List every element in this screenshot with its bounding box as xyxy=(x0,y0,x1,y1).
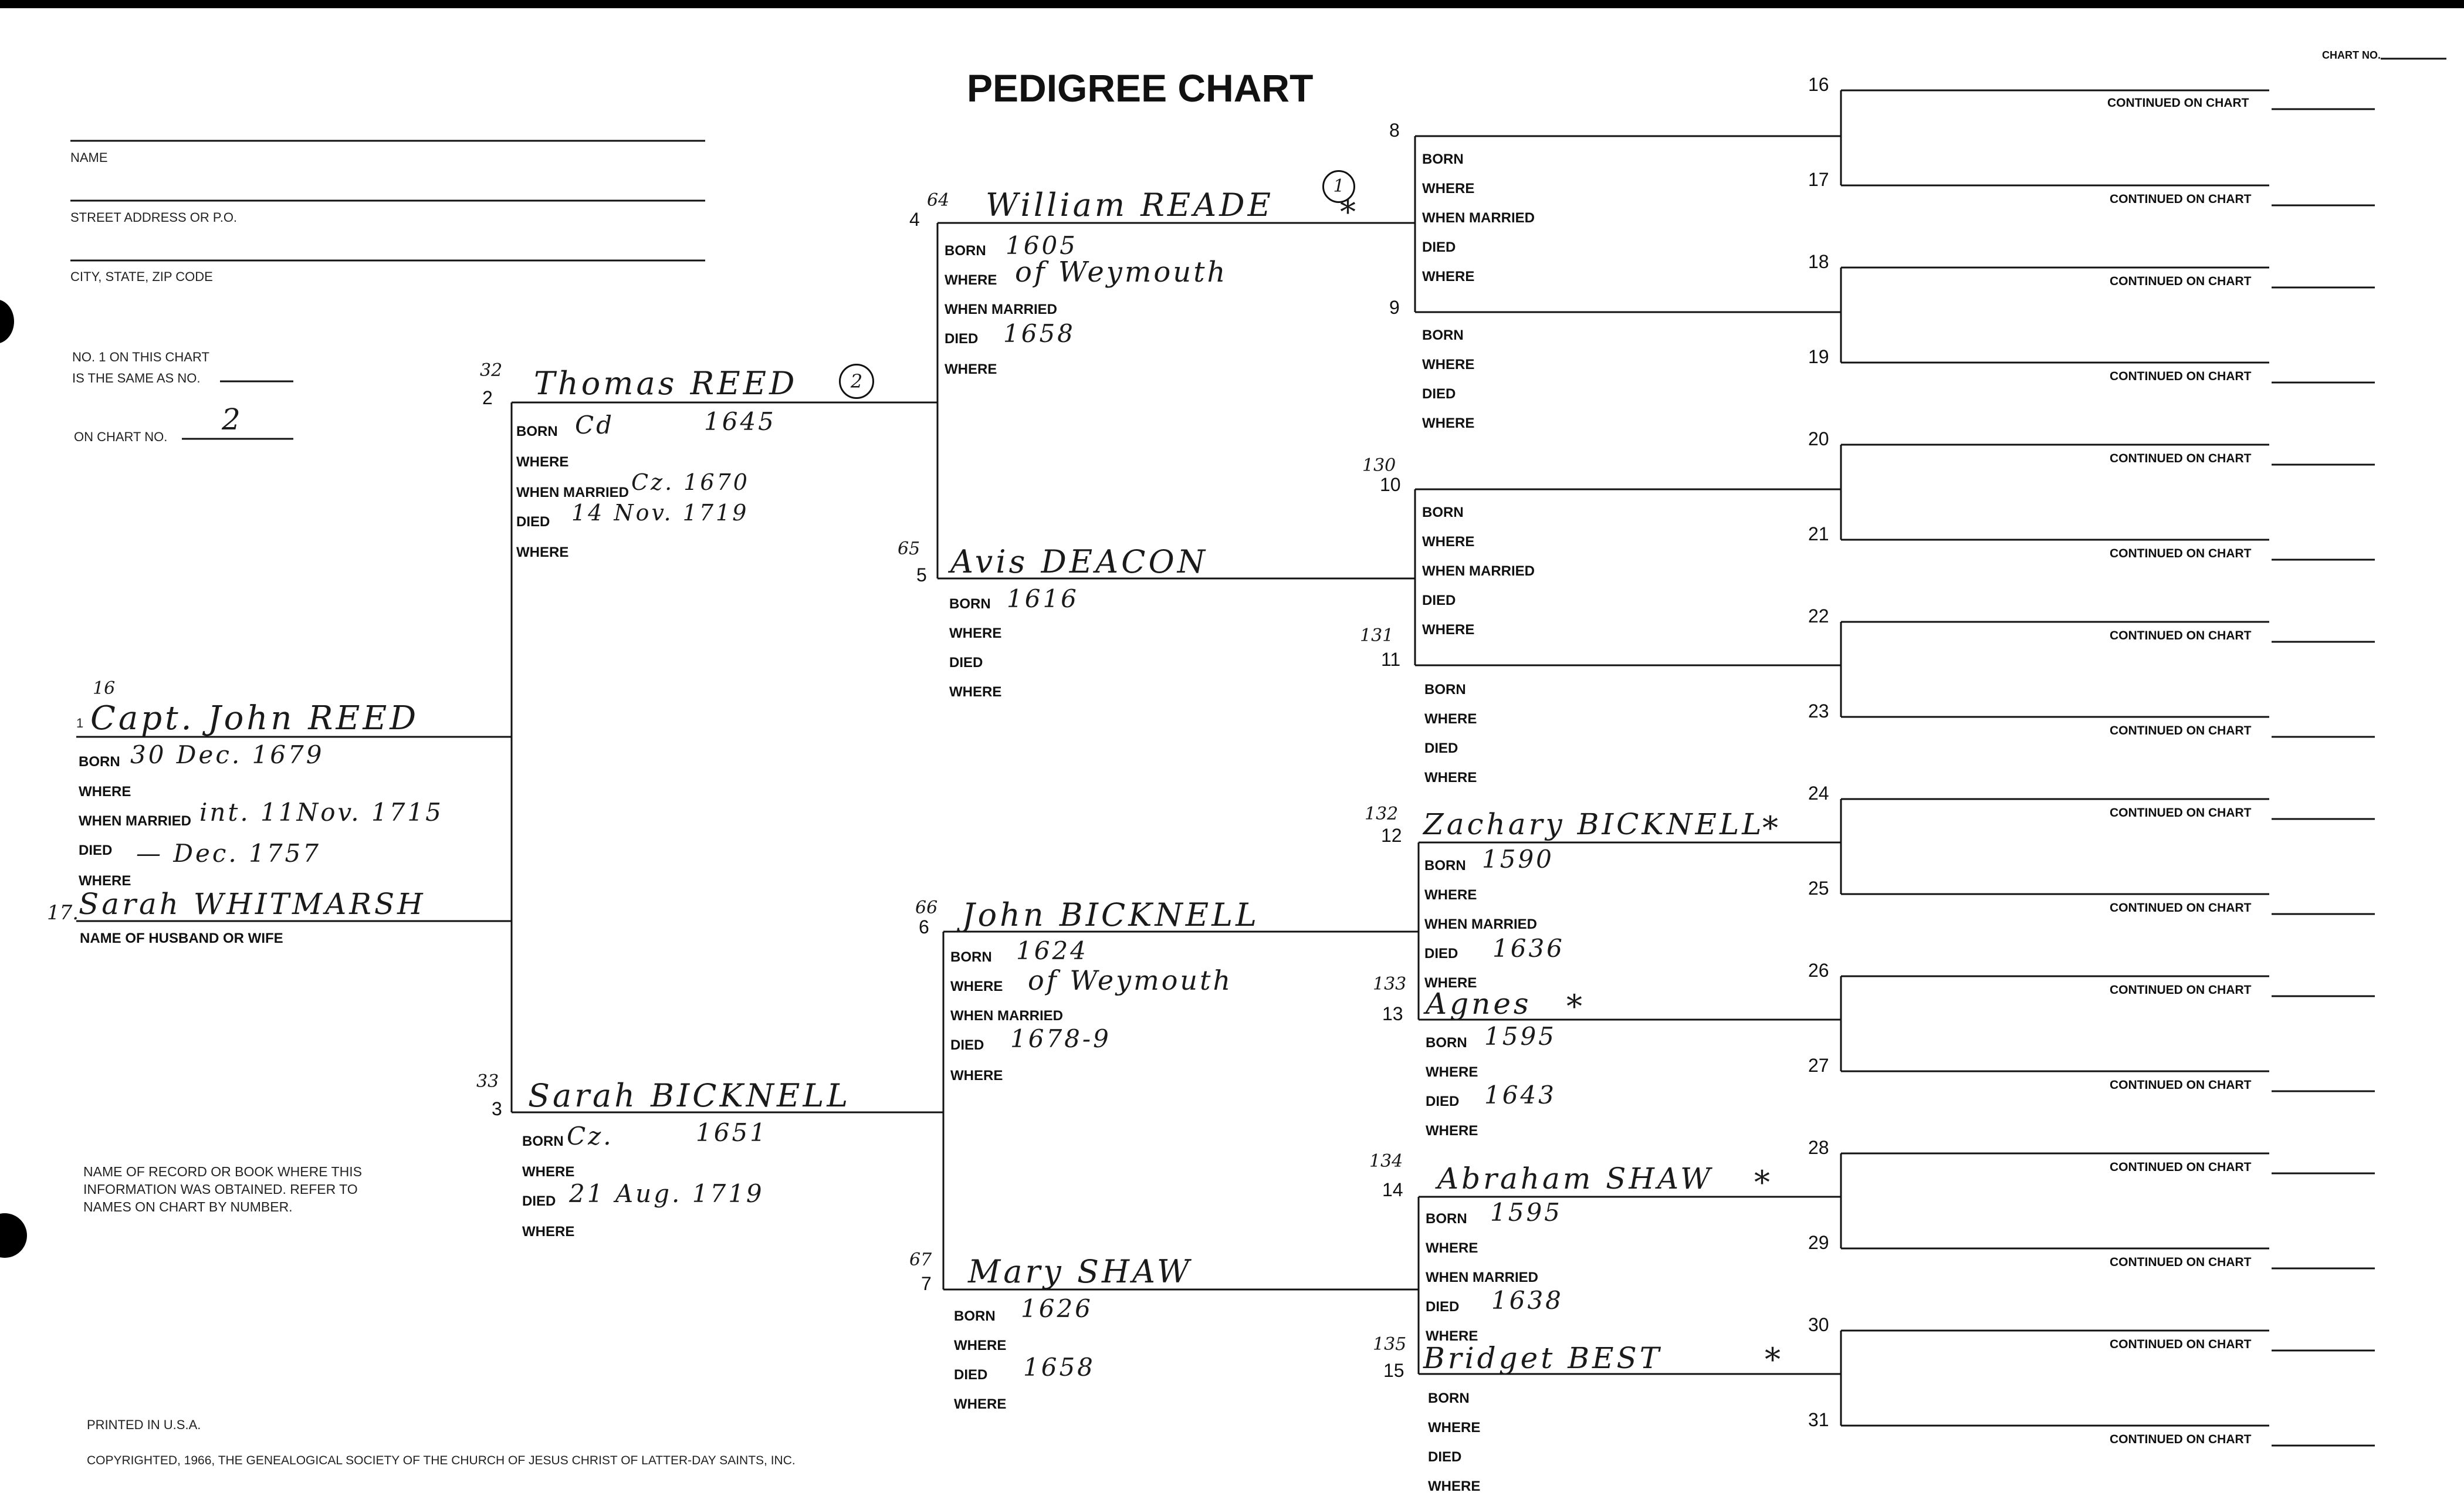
p6-ref: 66 xyxy=(915,898,938,918)
p4-died-label: DIED xyxy=(945,331,979,347)
p15-ref: 135 xyxy=(1373,1334,1407,1355)
p13-born-label: BORN xyxy=(1426,1035,1467,1051)
p9-died-label: DIED xyxy=(1422,386,1456,402)
p1-where-label: WHERE xyxy=(79,784,131,800)
p2-born-place: Cd xyxy=(575,411,615,439)
p1-died: — Dec. 1757 xyxy=(136,839,321,868)
page-title: PEDIGREE CHART xyxy=(967,66,1314,110)
p3-died: 21 Aug. 1719 xyxy=(569,1179,764,1208)
printed-label: PRINTED IN U.S.A. xyxy=(87,1417,201,1432)
p10-died-label: DIED xyxy=(1422,593,1456,608)
p14-number: 14 xyxy=(1382,1179,1403,1200)
p10-where2-label: WHERE xyxy=(1422,622,1475,638)
p3-name: Sarah BICKNELL xyxy=(528,1077,851,1114)
p5-born-label: BORN xyxy=(949,596,991,612)
continued-label-19: CONTINUED ON CHART xyxy=(2110,370,2252,383)
p8-where-label: WHERE xyxy=(1422,181,1475,197)
continued-label-26: CONTINUED ON CHART xyxy=(2110,983,2252,997)
p7-where-label: WHERE xyxy=(954,1338,1007,1353)
p13-died-label: DIED xyxy=(1426,1094,1460,1109)
p14-ref: 134 xyxy=(1369,1151,1403,1172)
p5-name: Avis DEACON xyxy=(950,543,1209,580)
gen5-number-18: 18 xyxy=(1808,251,1829,272)
p8-where2-label: WHERE xyxy=(1422,269,1475,285)
source-line3: NAMES ON CHART BY NUMBER. xyxy=(83,1199,293,1214)
p12-name: Zachary BICKNELL xyxy=(1423,807,1765,841)
p14-born-label: BORN xyxy=(1426,1211,1467,1227)
name-label: NAME xyxy=(70,150,108,165)
continued-label-30: CONTINUED ON CHART xyxy=(2110,1338,2252,1351)
p2-name: Thomas REED xyxy=(534,365,798,402)
p12-died: 1636 xyxy=(1492,934,1565,963)
p3-number: 3 xyxy=(492,1098,502,1119)
p6-married-label: WHEN MARRIED xyxy=(950,1008,1063,1024)
p2-married-label: WHEN MARRIED xyxy=(516,485,629,500)
p11-ref: 131 xyxy=(1360,625,1394,646)
address-label: STREET ADDRESS OR P.O. xyxy=(70,210,238,225)
p15-where2-label: WHERE xyxy=(1428,1478,1481,1494)
p13-ref: 133 xyxy=(1373,974,1407,994)
p6-where: of Weymouth xyxy=(1028,964,1233,996)
p14-where-label: WHERE xyxy=(1426,1240,1478,1256)
p7-died: 1658 xyxy=(1023,1353,1095,1382)
p6-where2-label: WHERE xyxy=(950,1068,1003,1084)
p10-ref: 130 xyxy=(1362,455,1396,476)
p14-star: * xyxy=(1754,1164,1773,1201)
continued-label-28: CONTINUED ON CHART xyxy=(2110,1160,2252,1174)
p11-where2-label: WHERE xyxy=(1424,770,1477,786)
p15-born-label: BORN xyxy=(1428,1390,1470,1406)
p11-where-label: WHERE xyxy=(1424,711,1477,727)
p12-born: 1590 xyxy=(1482,845,1554,874)
p4-ref: 64 xyxy=(927,190,950,211)
p13-name: Agnes xyxy=(1426,987,1532,1021)
p4-star: * xyxy=(1340,194,1359,231)
p3-born: 1651 xyxy=(696,1118,768,1147)
gen5-number-19: 19 xyxy=(1808,346,1829,367)
p1-number: 1 xyxy=(76,716,84,730)
p6-born: 1624 xyxy=(1016,936,1088,965)
gen5-number-31: 31 xyxy=(1808,1409,1829,1430)
p12-ref: 132 xyxy=(1365,804,1399,824)
p4-born-label: BORN xyxy=(945,243,986,259)
gen5-number-24: 24 xyxy=(1808,783,1829,804)
p1-ref: 16 xyxy=(93,678,116,699)
p2-married: Cz. 1670 xyxy=(631,469,750,495)
p7-number: 7 xyxy=(921,1273,932,1294)
p13-where2-label: WHERE xyxy=(1426,1123,1478,1139)
p3-where-label: WHERE xyxy=(522,1164,575,1180)
p4-died: 1658 xyxy=(1003,319,1075,348)
chart-no-label: CHART NO. xyxy=(2322,49,2381,61)
p12-star: * xyxy=(1762,810,1781,847)
p13-born: 1595 xyxy=(1484,1022,1556,1051)
p5-died-label: DIED xyxy=(949,655,983,671)
on-chart-value: 2 xyxy=(222,402,243,436)
continued-label-23: CONTINUED ON CHART xyxy=(2110,724,2252,737)
p5-where-label: WHERE xyxy=(949,625,1002,641)
p1-where2-label: WHERE xyxy=(79,873,131,889)
p12-married-label: WHEN MARRIED xyxy=(1424,916,1537,932)
gen5-number-17: 17 xyxy=(1808,169,1829,190)
on-chart-label: ON CHART NO. xyxy=(74,429,168,444)
gen5-number-29: 29 xyxy=(1808,1232,1829,1253)
p12-where-label: WHERE xyxy=(1424,887,1477,903)
p3-where2-label: WHERE xyxy=(522,1224,575,1240)
p14-where2-label: WHERE xyxy=(1426,1328,1478,1344)
p14-married-label: WHEN MARRIED xyxy=(1426,1270,1538,1285)
p13-number: 13 xyxy=(1382,1003,1403,1024)
p1-married-label: WHEN MARRIED xyxy=(79,813,191,829)
p13-where-label: WHERE xyxy=(1426,1064,1478,1080)
spouse-ref: 17. xyxy=(47,901,79,925)
p4-where: of Weymouth xyxy=(1015,256,1228,289)
p5-where2-label: WHERE xyxy=(949,684,1002,700)
p6-born-label: BORN xyxy=(950,949,992,965)
p12-number: 12 xyxy=(1381,825,1402,846)
p2-mark: 2 xyxy=(839,364,874,399)
p12-born-label: BORN xyxy=(1424,858,1466,874)
spouse-name: Sarah WHITMARSH xyxy=(79,887,426,921)
p10-number: 10 xyxy=(1380,474,1401,495)
continued-label-20: CONTINUED ON CHART xyxy=(2110,452,2252,465)
continued-label-24: CONTINUED ON CHART xyxy=(2110,806,2252,820)
p15-died-label: DIED xyxy=(1428,1449,1462,1465)
p1-born: 30 Dec. 1679 xyxy=(130,740,324,769)
p3-born-place: Cz. xyxy=(567,1122,614,1150)
p3-born-label: BORN xyxy=(522,1133,564,1149)
p8-died-label: DIED xyxy=(1422,239,1456,255)
p1-married: int. 11Nov. 1715 xyxy=(199,798,444,827)
continued-label-31: CONTINUED ON CHART xyxy=(2110,1433,2252,1446)
p2-ref: 32 xyxy=(480,360,503,381)
p9-born-label: BORN xyxy=(1422,327,1464,343)
p15-where-label: WHERE xyxy=(1428,1420,1481,1436)
p14-died-label: DIED xyxy=(1426,1299,1460,1315)
p4-name: William READE xyxy=(986,187,1274,224)
continued-label-29: CONTINUED ON CHART xyxy=(2110,1255,2252,1269)
same-as-line2: IS THE SAME AS NO. xyxy=(72,371,201,385)
p6-where-label: WHERE xyxy=(950,979,1003,994)
p6-number: 6 xyxy=(919,916,929,937)
p8-married-label: WHEN MARRIED xyxy=(1422,210,1535,226)
gen5-number-27: 27 xyxy=(1808,1055,1829,1076)
continued-label-22: CONTINUED ON CHART xyxy=(2110,629,2252,642)
source-line1: NAME OF RECORD OR BOOK WHERE THIS xyxy=(83,1164,362,1179)
p2-number: 2 xyxy=(482,387,493,408)
spouse-label: NAME OF HUSBAND OR WIFE xyxy=(80,930,283,946)
p7-where2-label: WHERE xyxy=(954,1396,1007,1412)
p5-born: 1616 xyxy=(1007,584,1079,613)
p13-star: * xyxy=(1566,988,1585,1025)
p14-name: Abraham SHAW xyxy=(1437,1162,1714,1196)
p2-born-label: BORN xyxy=(516,424,558,439)
p4-mark: 1 xyxy=(1322,170,1355,203)
gen5-number-26: 26 xyxy=(1808,960,1829,981)
p14-died: 1638 xyxy=(1491,1286,1563,1315)
p4-where-label: WHERE xyxy=(945,272,997,288)
p2-where-label: WHERE xyxy=(516,454,569,470)
p10-where-label: WHERE xyxy=(1422,534,1475,550)
p10-born-label: BORN xyxy=(1422,505,1464,520)
p11-died-label: DIED xyxy=(1424,740,1458,756)
p6-died: 1678-9 xyxy=(1010,1024,1111,1053)
p4-where2-label: WHERE xyxy=(945,361,997,377)
p3-ref: 33 xyxy=(476,1071,499,1092)
p1-born-label: BORN xyxy=(79,754,120,770)
p12-where2-label: WHERE xyxy=(1424,975,1477,991)
p7-born-label: BORN xyxy=(954,1308,996,1324)
copyright-line: COPYRIGHTED, 1966, THE GENEALOGICAL SOCIETY OF THE CHURCH OF JESUS CHRIST OF LATTER-DAY SAINTS, INC. xyxy=(87,1454,796,1467)
p3-died-label: DIED xyxy=(522,1193,556,1209)
continued-label-25: CONTINUED ON CHART xyxy=(2110,901,2252,915)
gen5-number-16: 16 xyxy=(1808,74,1829,95)
p12-died-label: DIED xyxy=(1424,946,1458,962)
p11-number: 11 xyxy=(1381,649,1401,670)
p13-died: 1643 xyxy=(1484,1081,1556,1109)
p7-name: Mary SHAW xyxy=(968,1253,1193,1290)
p5-ref: 65 xyxy=(898,539,920,559)
p10-married-label: WHEN MARRIED xyxy=(1422,563,1535,579)
continued-label-18: CONTINUED ON CHART xyxy=(2110,275,2252,288)
gen5-number-30: 30 xyxy=(1808,1314,1829,1335)
p7-died-label: DIED xyxy=(954,1367,988,1383)
source-line2: INFORMATION WAS OBTAINED. REFER TO xyxy=(83,1182,358,1197)
p8-born-label: BORN xyxy=(1422,151,1464,167)
p1-name: Capt. John REED xyxy=(90,699,419,737)
p15-name: Bridget BEST xyxy=(1423,1341,1663,1375)
gen5-number-25: 25 xyxy=(1808,878,1829,899)
same-as-line1: NO. 1 ON THIS CHART xyxy=(72,350,209,364)
gen5-number-20: 20 xyxy=(1808,428,1829,449)
continued-label-27: CONTINUED ON CHART xyxy=(2110,1078,2252,1092)
p4-number: 4 xyxy=(909,209,920,230)
p15-star: * xyxy=(1765,1341,1783,1378)
gen5-number-28: 28 xyxy=(1808,1137,1829,1158)
gen5-number-22: 22 xyxy=(1808,605,1829,627)
p7-born: 1626 xyxy=(1021,1294,1093,1323)
p4-married-label: WHEN MARRIED xyxy=(945,302,1057,317)
continued-label-16: CONTINUED ON CHART xyxy=(2107,96,2249,110)
continued-label-17: CONTINUED ON CHART xyxy=(2110,192,2252,206)
continued-label-21: CONTINUED ON CHART xyxy=(2110,547,2252,560)
p14-born: 1595 xyxy=(1490,1198,1562,1227)
p2-died-label: DIED xyxy=(516,514,550,530)
gen5-number-21: 21 xyxy=(1808,523,1829,544)
p4-born: 1605 xyxy=(1006,231,1078,260)
p15-number: 15 xyxy=(1383,1360,1404,1381)
p8-number: 8 xyxy=(1389,120,1400,141)
p6-name: John BICKNELL xyxy=(962,896,1260,933)
city-label: CITY, STATE, ZIP CODE xyxy=(70,269,213,284)
p7-ref: 67 xyxy=(909,1250,932,1270)
p5-number: 5 xyxy=(916,564,927,585)
p2-where2-label: WHERE xyxy=(516,544,569,560)
p9-where2-label: WHERE xyxy=(1422,415,1475,431)
gen5-number-23: 23 xyxy=(1808,700,1829,722)
p2-born: 1645 xyxy=(704,407,776,436)
p11-born-label: BORN xyxy=(1424,682,1466,698)
p6-died-label: DIED xyxy=(950,1037,984,1053)
p9-where-label: WHERE xyxy=(1422,357,1475,373)
p9-number: 9 xyxy=(1389,297,1400,318)
p1-died-label: DIED xyxy=(79,842,113,858)
p2-died: 14 Nov. 1719 xyxy=(571,500,749,526)
